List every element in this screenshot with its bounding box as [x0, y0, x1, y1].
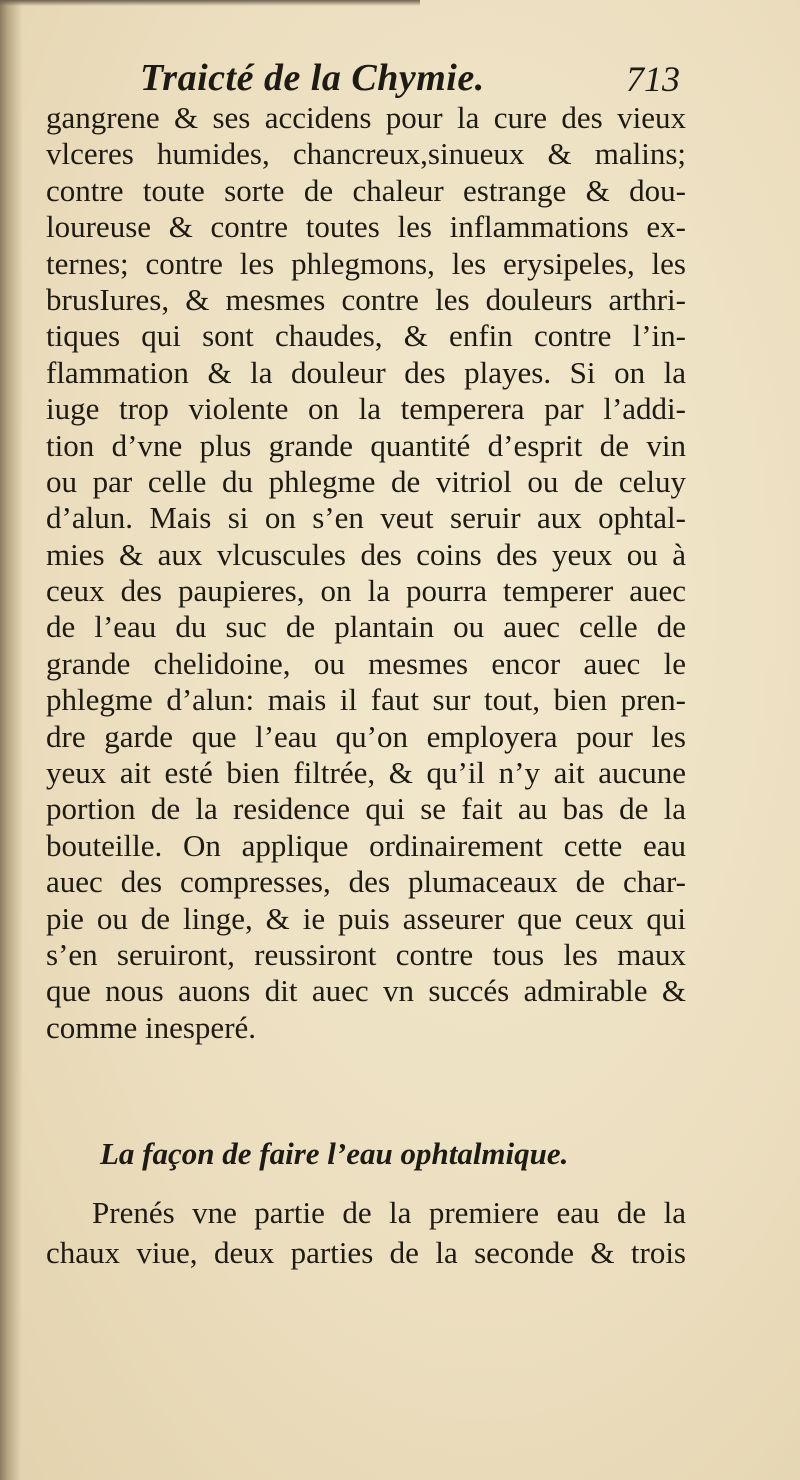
text-line: dre garde que l’eau qu’on employera pour les: [46, 718, 686, 754]
text-line: brusIures, & mesmes contre les douleurs arthri-: [46, 281, 686, 317]
text-line: s’en seruiront, reussiront contre tous les maux: [46, 936, 686, 972]
text-line: comme inesperé.: [46, 1009, 257, 1045]
text-line: contre toute sorte de chaleur estrange & dou-: [46, 172, 686, 208]
text-line: bouteille. On applique ordinairement cette eau: [46, 827, 686, 863]
text-line: pie ou de linge, & ie puis asseurer que ceux qui: [46, 900, 686, 936]
text-line: ternes; contre les phlegmons, les erysipeles, les: [46, 245, 686, 281]
running-title: Traicté de la Chymie.: [140, 57, 485, 99]
text-line: auec des compresses, des plumaceaux de char-: [46, 864, 686, 900]
text-line: phlegme d’alun: mais il faut sur tout, bien pren-: [46, 682, 686, 718]
text-line: yeux ait esté bien filtrée, & qu’il n’y ait aucune: [46, 755, 686, 791]
text-line: tiques qui sont chaudes, & enfin contre l’in-: [46, 318, 686, 354]
page-header: [140, 56, 680, 106]
body-paragraph: [46, 100, 686, 1046]
text-line: que nous auons dit auec vn succés admirable &: [46, 973, 686, 1009]
text-line: vlceres humides, chancreux,sinueux & malins;: [46, 136, 686, 172]
text-line: de l’eau du suc de plantain ou auec celle de: [46, 609, 686, 645]
text-line: gangrene & ses accidens pour la cure des vieux: [46, 100, 686, 135]
page-edge: [0, 0, 420, 6]
text-line: loureuse & contre toutes les inflammations ex-: [46, 209, 686, 245]
text-line: mies & aux vlcuscules des coins des yeux ou à: [46, 536, 686, 572]
page-number: 713: [626, 59, 680, 99]
section-heading: La façon de faire l’eau ophtalmique.: [100, 1136, 569, 1171]
recipe-paragraph: [46, 1193, 686, 1273]
text-line: flammation & la douleur des playes. Si on la: [46, 354, 686, 390]
text-line: ou par celle du phlegme de vitriol ou de celuy: [46, 463, 686, 499]
text-line: Prenés vne partie de la premiere eau de la: [92, 1195, 686, 1230]
text-line: ceux des paupieres, on la pourra temperer auec: [46, 573, 686, 609]
text-line: grande chelidoine, ou mesmes encor auec le: [46, 645, 686, 681]
text-line: chaux viue, deux parties de la seconde & trois: [46, 1235, 686, 1270]
text-line: d’alun. Mais si on s’en veut seruir aux ophtal-: [46, 500, 686, 536]
text-line: tion d’vne plus grande quantité d’esprit de vin: [46, 427, 686, 463]
text-line: iuge trop violente on la temperera par l’addi-: [46, 391, 686, 427]
text-line: portion de la residence qui se fait au bas de la: [46, 791, 686, 827]
page-gutter-shadow: [0, 0, 22, 1480]
